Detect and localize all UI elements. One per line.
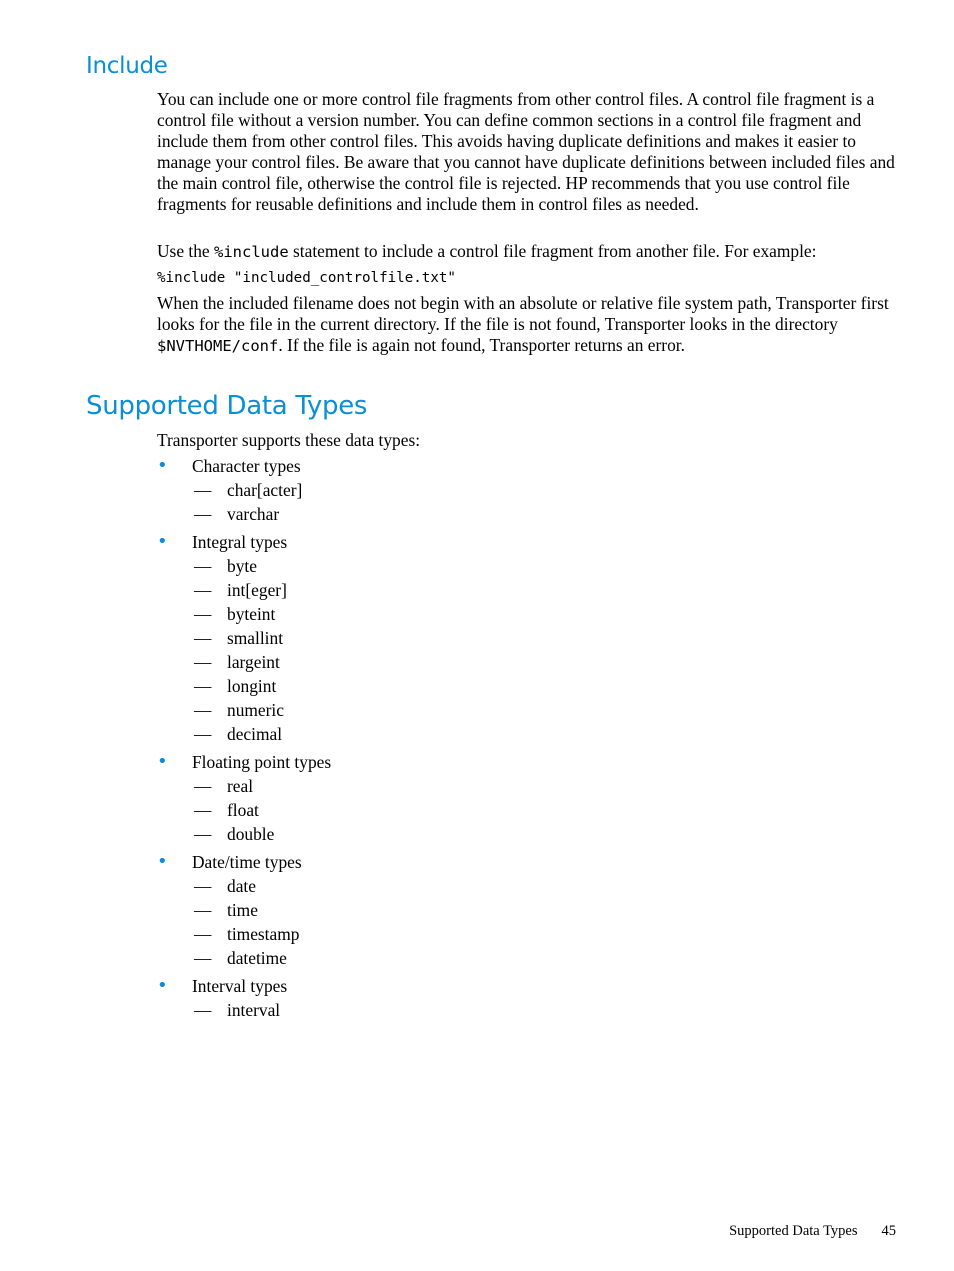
data-type-name: time: [227, 900, 258, 920]
dash-marker: —: [194, 628, 212, 648]
types-intro-text: Transporter supports these data types:: [157, 430, 421, 450]
dash-marker: —: [194, 800, 212, 820]
include-paragraph-1-text: You can include one or more control file fragments from other control files. A control file fragment is a control file without a version number. You can define common sections in a control file fragment and include them from other control files. This avoids having duplicate definitions and makes it easier to manage your control files. Be aware that you cannot have duplicate definitions between included files and the main control file, otherwise the control file is rejected. HP recommends that you use control file fragments for reusable definitions and include them in control files as needed.: [157, 89, 895, 214]
sub-list-item: [157, 478, 757, 502]
bullet-icon: •: [157, 455, 168, 476]
list-item: [157, 750, 757, 774]
dash-marker: —: [194, 724, 212, 744]
type-group-label: Interval types: [192, 976, 288, 996]
sub-list-item: [157, 822, 757, 846]
sub-list-item: [157, 578, 757, 602]
sub-list-item: [157, 774, 757, 798]
sub-list-item: [157, 502, 757, 526]
include-paragraph-2-tail: statement to include a control file fragment from another file. For example:: [288, 241, 817, 261]
bullet-icon: •: [157, 851, 168, 872]
data-type-name: longint: [227, 676, 277, 696]
sub-list-item: [157, 650, 757, 674]
bullet-icon: •: [157, 975, 168, 996]
include-paragraph-3: [157, 293, 902, 357]
type-group: [157, 454, 757, 526]
dash-marker: —: [194, 700, 212, 720]
bullet-icon: •: [157, 751, 168, 772]
dash-marker: —: [194, 876, 212, 896]
data-types-list: [157, 454, 757, 1026]
type-group: [157, 530, 757, 746]
sub-list-item: [157, 898, 757, 922]
dash-marker: —: [194, 676, 212, 696]
type-group: [157, 850, 757, 970]
sub-list-item: [157, 946, 757, 970]
sub-list-item: [157, 602, 757, 626]
dash-marker: —: [194, 504, 212, 524]
data-type-name: smallint: [227, 628, 284, 648]
bullet-icon: •: [157, 531, 168, 552]
data-type-name: int[eger]: [227, 580, 287, 600]
list-item: [157, 530, 757, 554]
data-type-name: date: [227, 876, 256, 896]
data-type-name: char[acter]: [227, 480, 303, 500]
dash-marker: —: [194, 900, 212, 920]
sub-list-item: [157, 722, 757, 746]
data-type-name: float: [227, 800, 259, 820]
include-paragraph-1: [157, 89, 902, 215]
dash-marker: —: [194, 948, 212, 968]
sub-list-item: [157, 698, 757, 722]
data-type-name: largeint: [227, 652, 280, 672]
include-paragraph-2-lead: Use the: [157, 241, 214, 261]
type-group: [157, 974, 757, 1022]
data-type-name: varchar: [227, 504, 280, 524]
list-item: [157, 454, 757, 478]
nvthome-path-code: $NVTHOME/conf: [157, 337, 279, 355]
dash-marker: —: [194, 604, 212, 624]
data-type-name: interval: [227, 1000, 281, 1020]
data-type-name: numeric: [227, 700, 284, 720]
dash-marker: —: [194, 652, 212, 672]
data-type-name: datetime: [227, 948, 287, 968]
sub-list-item: [157, 874, 757, 898]
include-keyword-code: %include: [214, 243, 289, 261]
list-item: [157, 850, 757, 874]
sub-list-item: [157, 998, 757, 1022]
sub-list-item: [157, 674, 757, 698]
footer-section-title: Supported Data Types: [729, 1223, 858, 1239]
list-item: [157, 974, 757, 998]
dash-marker: —: [194, 776, 212, 796]
type-group-label: Integral types: [192, 532, 288, 552]
dash-marker: —: [194, 580, 212, 600]
dash-marker: —: [194, 924, 212, 944]
include-heading: Include: [86, 53, 168, 79]
include-paragraph-3-lead: When the included filename does not begin with an absolute or relative file system path, Transporter first looks for the file in the current directory. If the file is not found, Transporter looks in the directory: [157, 293, 889, 334]
include-paragraph-2: [157, 241, 902, 263]
data-type-name: timestamp: [227, 924, 300, 944]
include-code-example: %include "included_controlfile.txt": [157, 270, 456, 286]
sub-list-item: [157, 922, 757, 946]
supported-data-types-heading: Supported Data Types: [86, 391, 368, 421]
types-intro: [157, 430, 902, 451]
type-group-label: Date/time types: [192, 852, 302, 872]
dash-marker: —: [194, 1000, 212, 1020]
data-type-name: real: [227, 776, 254, 796]
data-type-name: byteint: [227, 604, 276, 624]
type-group-label: Character types: [192, 456, 301, 476]
sub-list-item: [157, 554, 757, 578]
page-number: 45: [881, 1223, 896, 1239]
include-paragraph-3-tail: . If the file is again not found, Transporter returns an error.: [278, 335, 685, 355]
data-type-name: byte: [227, 556, 257, 576]
type-group-label: Floating point types: [192, 752, 332, 772]
dash-marker: —: [194, 556, 212, 576]
sub-list-item: [157, 626, 757, 650]
data-type-name: decimal: [227, 724, 283, 744]
dash-marker: —: [194, 480, 212, 500]
type-group: [157, 750, 757, 846]
data-type-name: double: [227, 824, 275, 844]
dash-marker: —: [194, 824, 212, 844]
page-footer: [729, 1221, 896, 1241]
sub-list-item: [157, 798, 757, 822]
